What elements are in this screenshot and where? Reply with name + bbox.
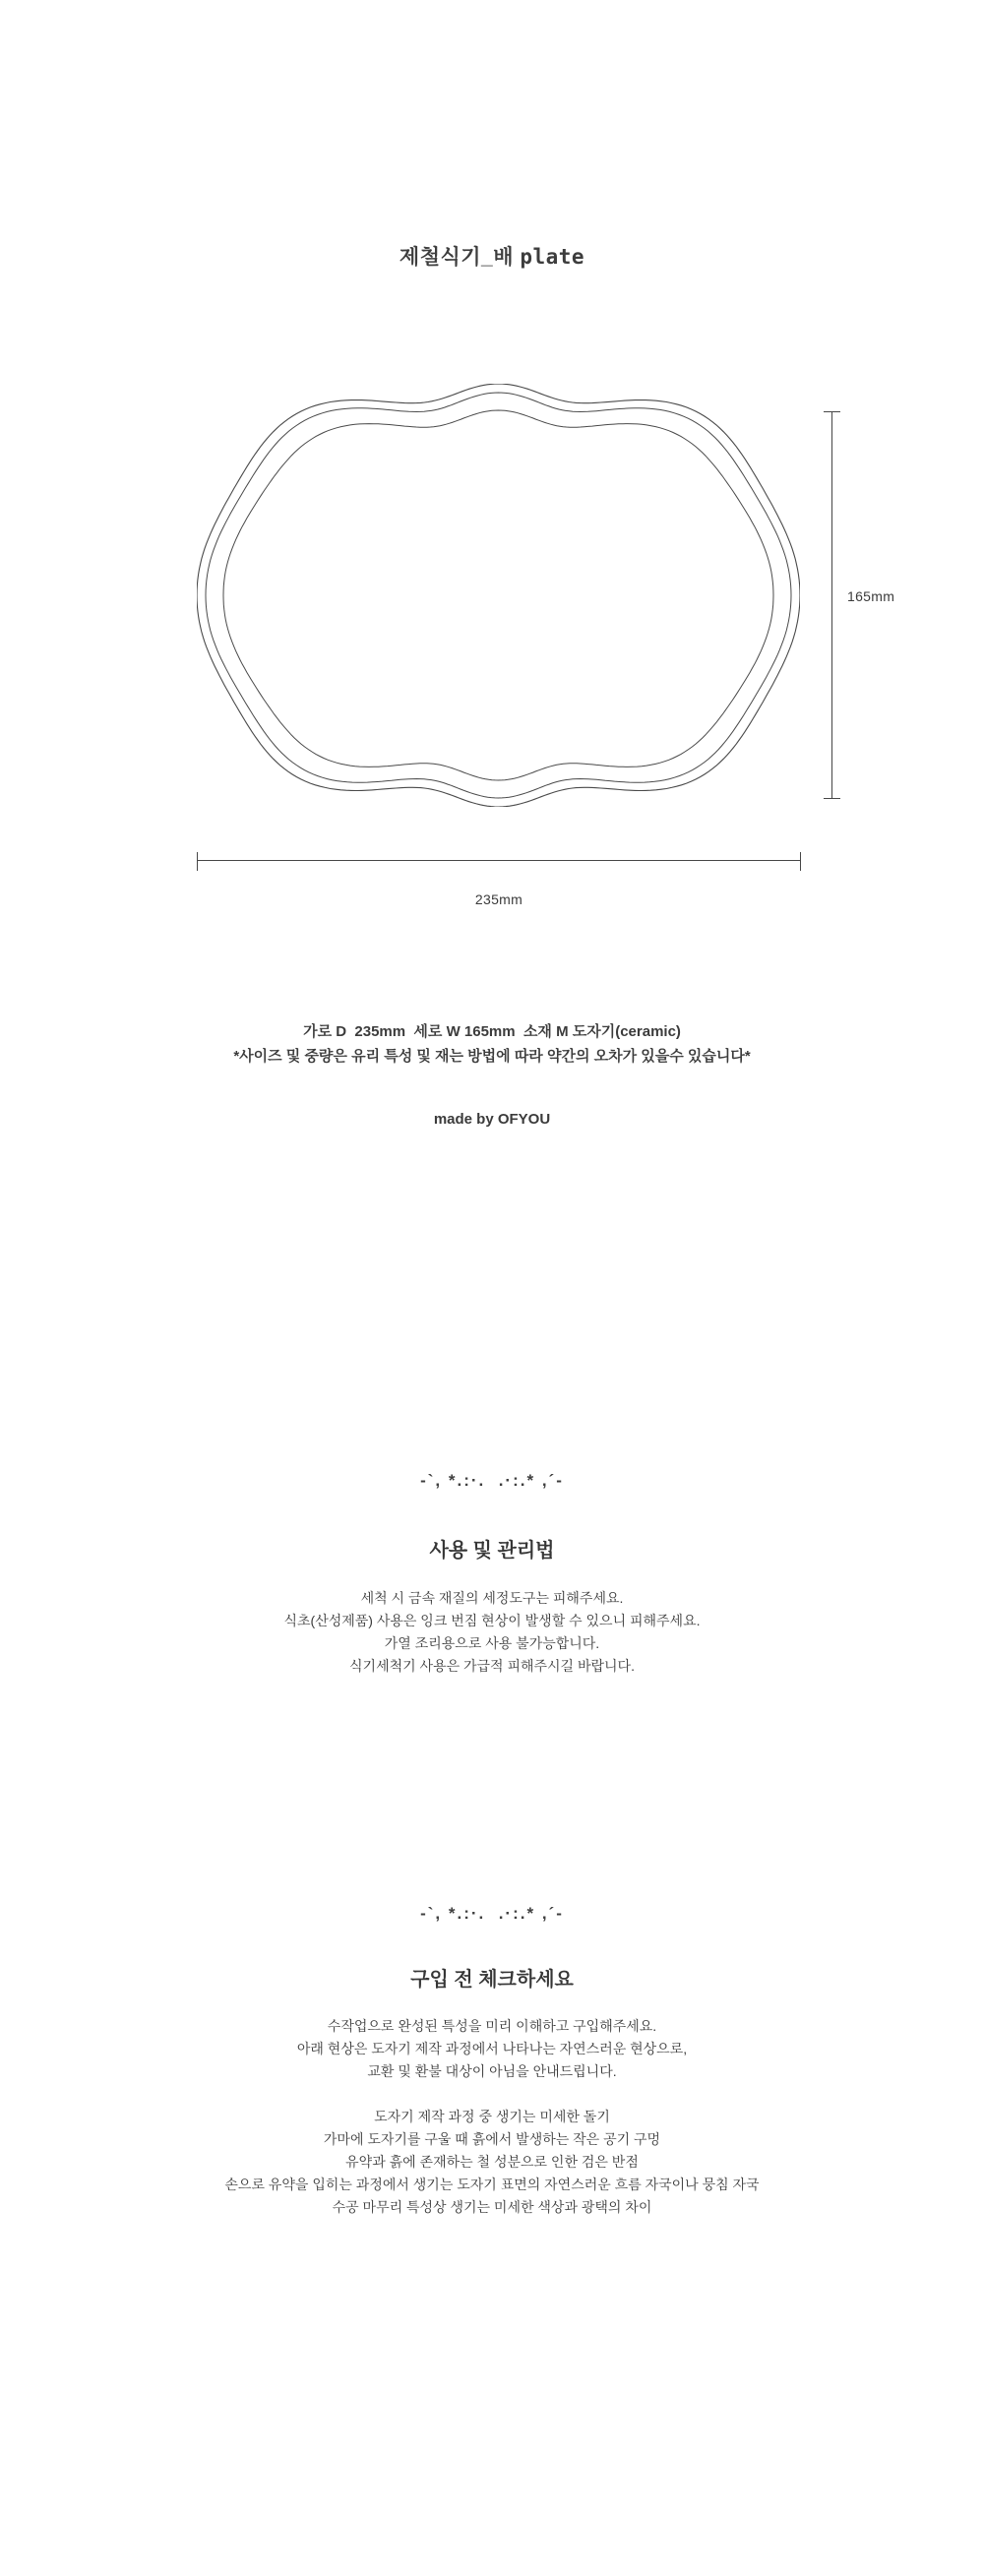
check-detail-block [0,2106,984,2219]
plate-outline-svg [197,384,800,807]
width-dimension-label: 235mm [474,891,523,907]
height-dimension-top-tick [824,411,840,412]
divider-ornament-2: -`, *.:·. .·:.* ,´- [420,1904,564,1923]
check-intro-line: 수작업으로 완성된 특성을 미리 이해하고 구입해주세요. [327,2018,657,2034]
check-detail-line: 손으로 유약을 입히는 과정에서 생기는 도자기 표면의 자연스러운 흐름 자국이나 뭉침 자국 [224,2177,760,2192]
check-intro-line: 아래 현상은 도자기 제작 과정에서 나타나는 자연스러운 현상으로, [296,2041,688,2056]
plate-inner-outline [223,410,773,780]
check-detail-line: 수공 마무리 특성상 생기는 미세한 색상과 광택의 차이 [332,2199,652,2215]
spec-note-line: *사이즈 및 중량은 유리 특성 및 재는 방법에 따라 약간의 오차가 있을수 있습니다* [233,1048,751,1065]
care-line: 세척 시 금속 재질의 세정도구는 피해주세요. [360,1590,624,1606]
check-intro-block [0,2015,984,2083]
check-detail-line: 도자기 제작 과정 중 생기는 미세한 돌기 [374,2109,610,2124]
check-intro-line: 교환 및 환불 대상이 아님을 안내드립니다. [367,2063,617,2079]
care-line: 식초(산성제품) 사용은 잉크 번짐 현상이 발생할 수 있으니 피해주세요. [283,1613,701,1628]
width-dimension-left-tick [197,852,198,871]
care-section-body [0,1587,984,1678]
check-detail-line: 유약과 흙에 존재하는 철 성분으로 인한 검은 반점 [345,2154,639,2170]
care-line: 식기세척기 사용은 가급적 피해주시길 바랍니다. [349,1658,635,1674]
page-title [0,242,984,272]
page-title-latin: plate [520,245,585,269]
height-dimension-bottom-tick [824,798,840,799]
check-section-heading: 구입 전 체크하세요 [410,1969,574,1991]
height-dimension-label: 165mm [847,588,895,604]
check-detail-line: 가마에 도자기를 구울 때 흙에서 발생하는 작은 공기 구멍 [323,2131,661,2147]
spec-size-line: 가로 D 235mm 세로 W 165mm 소재 M 도자기(ceramic) [303,1023,681,1040]
plate-outer-outline [197,384,800,807]
height-dimension-line [831,411,832,799]
made-by-label: made by OFYOU [433,1111,551,1128]
width-dimension-right-tick [800,852,801,871]
width-dimension-line [197,860,801,861]
care-section-heading: 사용 및 관리법 [429,1540,555,1562]
divider-ornament-1: -`, *.:·. .·:.* ,´- [420,1471,564,1490]
page-title-korean: 제철식기_배 [399,246,515,269]
care-line: 가열 조리용으로 사용 불가능합니다. [384,1635,600,1651]
